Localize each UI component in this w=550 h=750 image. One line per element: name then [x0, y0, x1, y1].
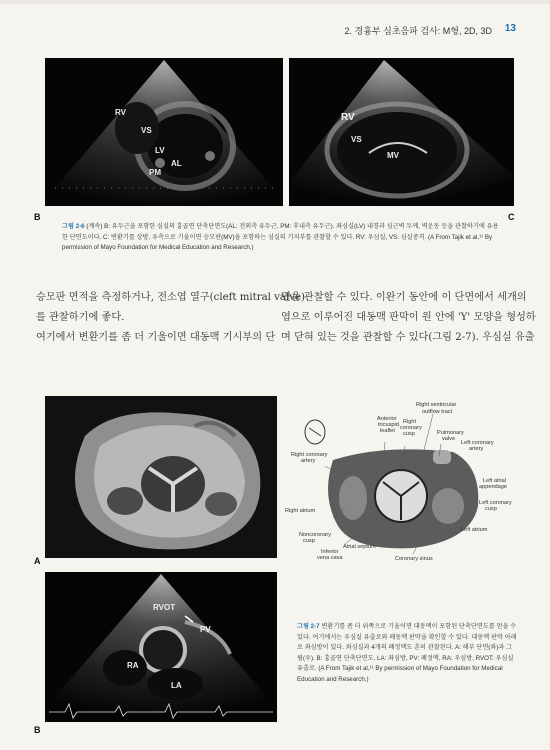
body-line: 승모판 면적을 측정하거나, 전소엽 열구(cleft mitral valve) [36, 292, 306, 303]
body-line: 여기에서 변환기를 좀 더 기울이면 대동맥 기시부의 단 [36, 332, 276, 343]
label-rvot: Right ventricular outflow tract [416, 402, 457, 415]
label-left-coronary-cusp: Left coronary cusp [479, 500, 512, 512]
panel-letter-b: B [34, 212, 41, 222]
label-noncoronary-cusp: Noncoronary cusp [299, 532, 332, 544]
label-left-coronary-artery: Left coronary artery [461, 440, 494, 452]
header-rule [0, 0, 550, 4]
label-al: AL [171, 159, 182, 168]
page-number: 13 [504, 23, 516, 34]
label-rv: RV [341, 112, 355, 123]
echo-panel-b-aortic-short-axis [45, 572, 277, 722]
label-mv: MV [387, 151, 399, 160]
caption-title: 그림 2-6 [62, 223, 85, 230]
panel-letter-a: A [34, 556, 41, 566]
label-coronary-sinus: Coronary sinus [395, 556, 433, 562]
caption-text: (계속) B: 유두근을 포함한 심실의 흉골연 단축단면도(AL: 전외측 유두근, PM: 후내측 유두근). 좌심실(LV) 내경과 심근벽 두께, 벽운동 등을 관찰하기에 유용한 단면도이다. C: 변환기를 상방, 우측으로 기울이면 승모판(MV)을 포함하는 심실의 기저부를 관찰할 수 있다. RV: 우심실, VS: 심실중격. (A From Tajik et al,¹¹ By permission of Mayo Foundation for Medical Education and Research.) [62, 223, 499, 251]
echo-panel-c-base [289, 58, 514, 206]
label-inferior-vena-cava: Inferior vena cava [317, 549, 343, 561]
label-pm: PM [149, 168, 161, 177]
body-line: 를 관찰하기에 좋다. [36, 312, 125, 323]
panel-letter-b-fig27: B [34, 725, 41, 735]
body-line: 며 닫혀 있는 것을 관찰할 수 있다(그림 2-7). 우심실 유출 [281, 332, 535, 343]
echo-panel-b-short-axis [45, 58, 283, 206]
panel-letter-c: C [508, 212, 515, 222]
label-pv: PV [200, 625, 211, 634]
body-line: 면을 관찰할 수 있다. 이완기 동안에 이 단면에서 세개의 [281, 292, 527, 303]
anatomic-specimen-photo [45, 396, 277, 558]
label-left-atrium: Left atrium [461, 527, 488, 533]
label-rvot: RVOT [153, 603, 176, 612]
label-rv: RV [115, 108, 126, 117]
anatomic-diagram [283, 396, 515, 568]
caption-text: 변환기를 좀 더 위쪽으로 기울이면 대동맥이 포함된 단축단면도를 얻을 수 있다. 여기에서는 우심실 유출로와 폐동맥 판막을 확인할 수 있다. 대동맥 판막 아래로 좌심방이 있다. 좌심실과 4개의 폐정맥도 흔히 관찰된다. A: 해부 단면(좌)과 그림(우). B: 흉골연 단축단면도. LA: 좌심방, PV: 폐정맥, RA: 우심방, RVOT: 우심실 유출로. (A From Tajik et al,¹¹ By permission of Mayo Foundation for Medical Education and Research.) [297, 623, 517, 683]
label-la: LA [171, 681, 182, 690]
caption-title: 그림 2-7 [297, 623, 320, 630]
label-vs: VS [141, 126, 152, 135]
label-pulmonary-valve: Pulmonary valve [437, 430, 464, 442]
figure-2-7-caption [297, 622, 517, 685]
label-lv: LV [155, 146, 165, 155]
label-left-atrial-appendage: Left atrial appendage [479, 478, 507, 490]
label-anterior-tricuspid-leaflet: Anterior tricuspid leaflet [377, 416, 399, 434]
label-right-coronary-cusp: Right coronary cusp [400, 419, 422, 437]
label-atrial-septum: Atrial septum [343, 544, 376, 550]
label-right-coronary-artery: Right coronary artery [291, 452, 328, 464]
body-left-column [36, 288, 306, 348]
label-vs: VS [351, 135, 362, 144]
running-head: 2. 경흉부 심초음파 검사: M형, 2D, 3D [344, 26, 492, 36]
label-right-atrium: Right atrium [285, 508, 316, 514]
body-right-column [281, 288, 536, 348]
label-ra: RA [127, 661, 139, 670]
body-line: 엽으로 이루어진 대동맥 판막이 원 안에 'Y' 모양을 형성하 [281, 312, 536, 323]
figure-2-6-caption [62, 222, 502, 254]
